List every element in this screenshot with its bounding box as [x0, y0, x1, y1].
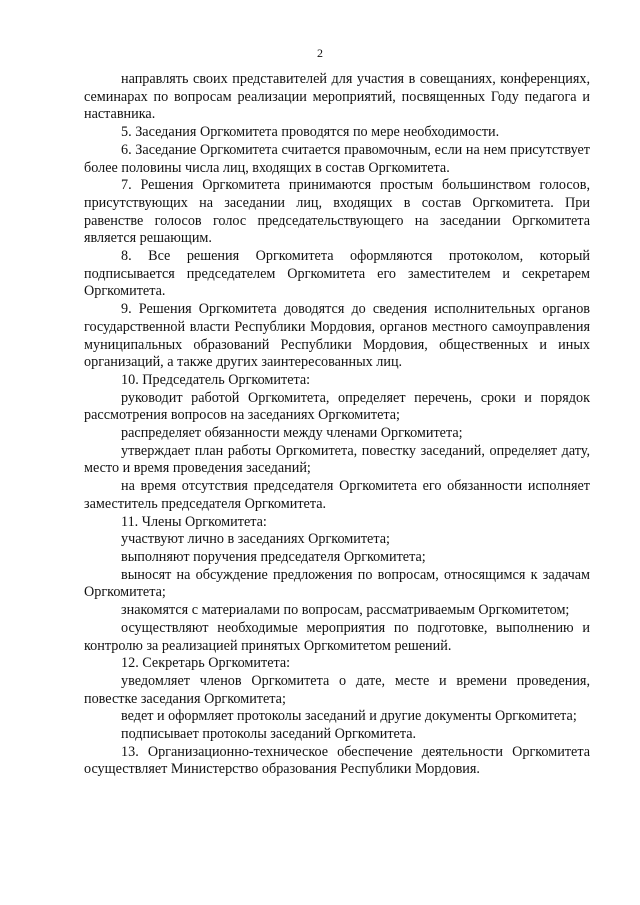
paragraph-item-12-heading: 12. Секретарь Оргкомитета:: [121, 655, 291, 672]
paragraph-secretary-duty-1: уведомляет членов Оргкомитета о дате, месте и времени проведения, повестке заседания Оргкомитета;: [84, 672, 590, 707]
paragraph-chair-duty-2: распределяет обязанности между членами Оргкомитета;: [121, 425, 463, 442]
page-number: 2: [317, 46, 323, 60]
paragraph-item-9: 9. Решения Оргкомитета доводятся до сведения исполнительных органов государственной власти Республики Мордовия, органов местного самоуправления муниципальных образований Республики Мордовия, общественных и иных организаций, а также других заинтересованных лиц.: [84, 301, 590, 371]
paragraph-item-13: 13. Организационно-техническое обеспечение деятельности Оргкомитета осуществляет Министерство образования Республики Мордовия.: [84, 743, 590, 778]
paragraph-chair-duty-1: руководит работой Оргкомитета, определяет перечень, сроки и порядок рассмотрения вопросов на заседаниях Оргкомитета;: [84, 389, 590, 424]
paragraph-member-duty-2: выполняют поручения председателя Оргкомитета;: [121, 548, 426, 565]
document-body: [84, 71, 590, 779]
paragraph-item-7: 7. Решения Оргкомитета принимаются простым большинством голосов, присутствующих на заседании лиц, входящих в состав Оргкомитета. При равенстве голосов голос председательствующего на заседании Оргкомитета является решающим.: [84, 177, 590, 247]
paragraph-chair-duty-4: на время отсутствия председателя Оргкомитета его обязанности исполняет заместитель председателя Оргкомитета.: [84, 478, 590, 512]
paragraph-member-duty-5: осуществляют необходимые мероприятия по подготовке, выполнению и контролю за реализацией принятых Оргкомитетом решений.: [84, 619, 590, 654]
paragraph-item-8: 8. Все решения Оргкомитета оформляются протоколом, который подписывается председателем Оргкомитета его заместителем и секретарем Оргкомитета.: [84, 248, 590, 300]
paragraph-item-5: 5. Заседания Оргкомитета проводятся по мере необходимости.: [121, 124, 500, 141]
paragraph-member-duty-1: участвуют лично в заседаниях Оргкомитета;: [121, 531, 390, 548]
paragraph-secretary-duty-2: ведет и оформляет протоколы заседаний и другие документы Оргкомитета;: [121, 708, 577, 725]
paragraph-secretary-duty-3: подписывает протоколы заседаний Оргкомитета.: [121, 726, 417, 743]
paragraph-item-11-heading: 11. Члены Оргкомитета:: [121, 513, 267, 530]
paragraph-item-10-heading: 10. Председатель Оргкомитета:: [121, 371, 311, 388]
paragraph-chair-duty-3: утверждает план работы Оргкомитета, повестку заседаний, определяет дату, место и время проведения заседаний;: [84, 442, 590, 477]
paragraph-item-6: 6. Заседание Оргкомитета считается правомочным, если на нем присутствует более половины числа лиц, входящих в состав Оргкомитета.: [84, 141, 590, 176]
paragraph-continuation: направлять своих представителей для участия в совещаниях, конференциях, семинарах по вопросам реализации мероприятий, посвященных Году педагога и наставника.: [84, 71, 590, 123]
paragraph-member-duty-3: выносят на обсуждение предложения по вопросам, относящимся к задачам Оргкомитета;: [84, 566, 590, 601]
paragraph-member-duty-4: знакомятся с материалами по вопросам, рассматриваемым Оргкомитетом;: [121, 602, 570, 619]
